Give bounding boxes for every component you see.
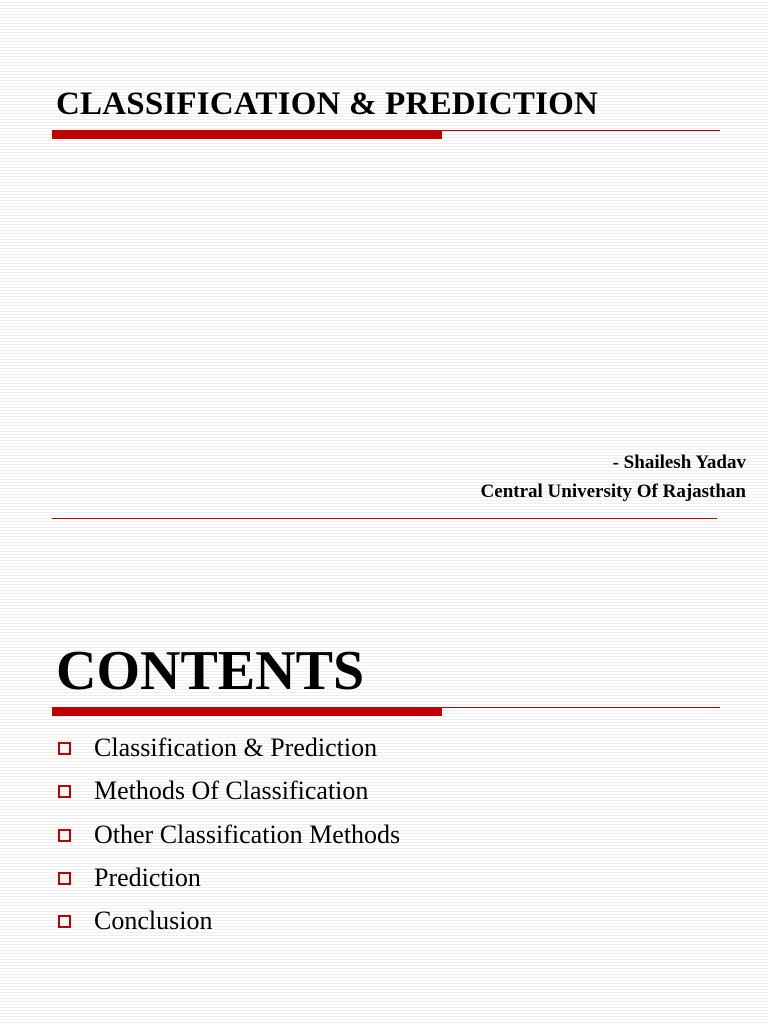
contents-item-label: Conclusion: [94, 906, 213, 936]
hollow-square-bullet-icon: [58, 915, 71, 928]
contents-item-label: Prediction: [94, 862, 201, 892]
hollow-square-bullet-icon: [58, 742, 71, 755]
contents-underline-thick: [52, 708, 442, 716]
contents-item-label: Methods Of Classification: [94, 776, 369, 806]
author-name: - Shailesh Yadav: [612, 452, 746, 473]
contents-item-label: Other Classification Methods: [94, 819, 401, 849]
hollow-square-bullet-icon: [58, 829, 71, 842]
title-underline-thick: [52, 131, 442, 139]
contents-item-label: Classification & Prediction: [94, 733, 378, 762]
hollow-square-bullet-icon: [58, 785, 71, 798]
author-block: [481, 448, 746, 506]
slide-title: CLASSIFICATION & PREDICTION: [56, 86, 599, 122]
contents-title: CONTENTS: [56, 640, 365, 702]
contents-slide: [0, 519, 768, 1024]
author-institution: Central University Of Rajasthan: [480, 481, 746, 502]
hollow-square-bullet-icon: [58, 872, 71, 885]
